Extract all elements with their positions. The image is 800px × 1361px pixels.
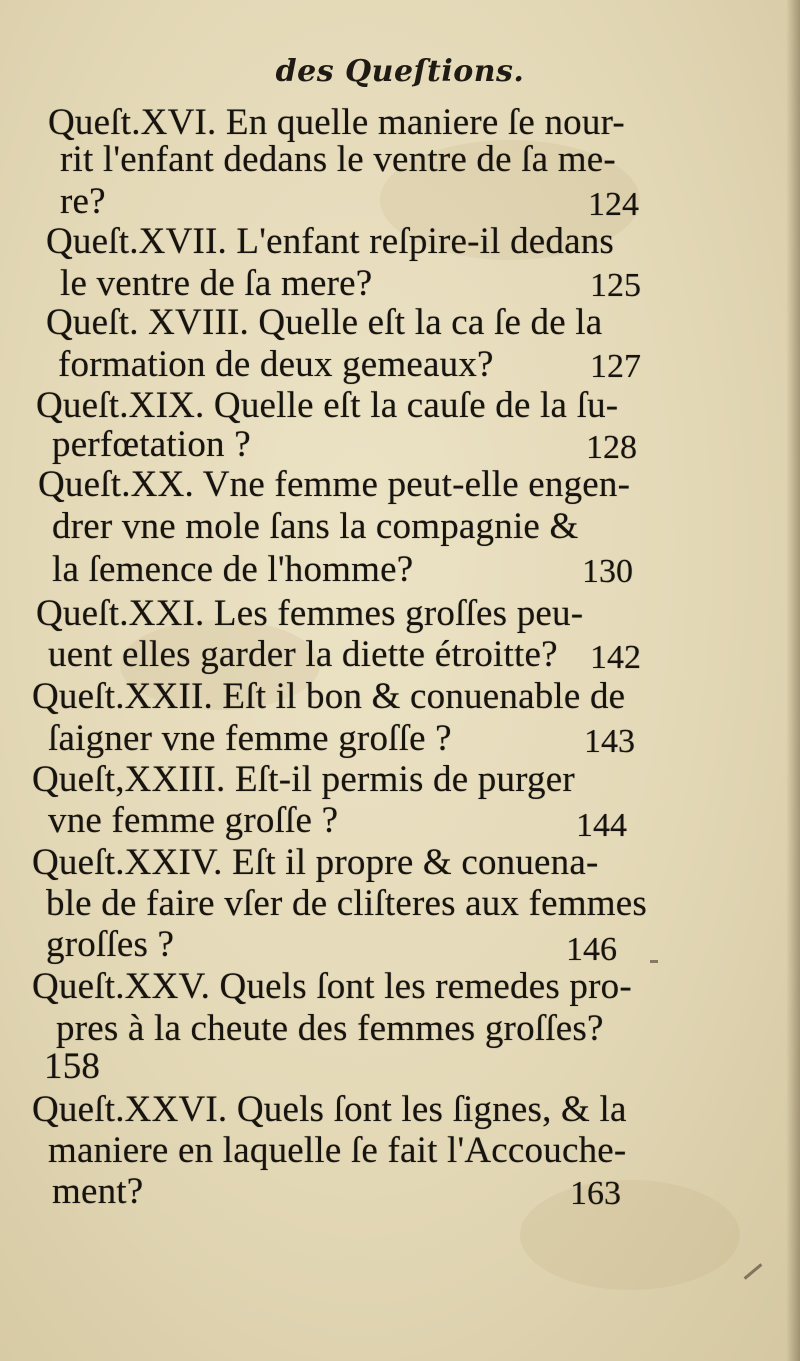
- page-number: 146: [566, 931, 617, 968]
- entry-line: Queſt. XVIII. Quelle eſt la ca ſe de la: [46, 302, 603, 343]
- entry-line: formation de deux gemeaux?: [58, 344, 494, 385]
- entry-line: rit l'enfant dedans le ventre de ſa me-: [60, 139, 616, 180]
- page-number: 130: [582, 553, 633, 590]
- entry-line: perfœtation ?: [52, 424, 251, 465]
- entry-line: le ventre de ſa mere?: [60, 263, 373, 304]
- entry-line: ble de faire vſer de cliſteres aux femmes: [46, 883, 647, 924]
- entry-line: Queſt.XIX. Quelle eſt la cauſe de la ſu-: [36, 385, 619, 426]
- entry-line: Queſt,XXIII. Eſt-il permis de purger: [32, 759, 575, 800]
- page-number: 142: [590, 639, 641, 676]
- entry-line: Queſt.XX. Vne femme peut-elle engen-: [38, 464, 631, 505]
- entry-line: uent elles garder la diette étroitte?: [48, 634, 558, 675]
- entry-line: Queſt.XXI. Les femmes groſſes peu-: [36, 593, 584, 634]
- entry-line: re?: [60, 181, 106, 222]
- entry-line: Queſt.XXVI. Quels ſont les ſignes, & la: [32, 1089, 627, 1130]
- entry-line: Queſt.XVII. L'enfant reſpire-il dedans: [46, 221, 615, 262]
- page-number: 163: [570, 1175, 621, 1212]
- entry-line: groſſes ?: [46, 924, 175, 965]
- entry-line: Queſt.XXIV. Eſt il propre & conuena-: [32, 842, 599, 883]
- entry-line: Queſt.XXV. Quels ſont les remedes pro-: [32, 966, 632, 1007]
- entry-line: Queſt.XXII. Eſt il bon & conuenable de: [32, 676, 626, 717]
- entry-line: 158: [44, 1046, 101, 1087]
- running-head: des Queſtions.: [275, 54, 525, 89]
- entry-line: drer vne mole ſans la compagnie &: [52, 506, 579, 547]
- entry-line: la ſemence de l'homme?: [52, 549, 414, 590]
- page-number: 144: [576, 807, 627, 844]
- page-number: 128: [586, 429, 637, 466]
- entry-line: ment?: [52, 1171, 144, 1212]
- entry-line: vne femme groſſe ?: [48, 800, 339, 841]
- entry-line: Queſt.XVI. En quelle maniere ſe nour-: [48, 102, 625, 143]
- page-number: 124: [588, 186, 639, 223]
- page-number: 143: [584, 723, 635, 760]
- page-number: 125: [590, 267, 641, 304]
- entry-line: maniere en laquelle ſe fait l'Accouche-: [48, 1130, 627, 1171]
- entry-line: pres à la cheute des femmes groſſes?: [56, 1008, 604, 1049]
- entry-line: ſaigner vne femme groſſe ?: [48, 718, 452, 759]
- page-number: 127: [590, 348, 641, 385]
